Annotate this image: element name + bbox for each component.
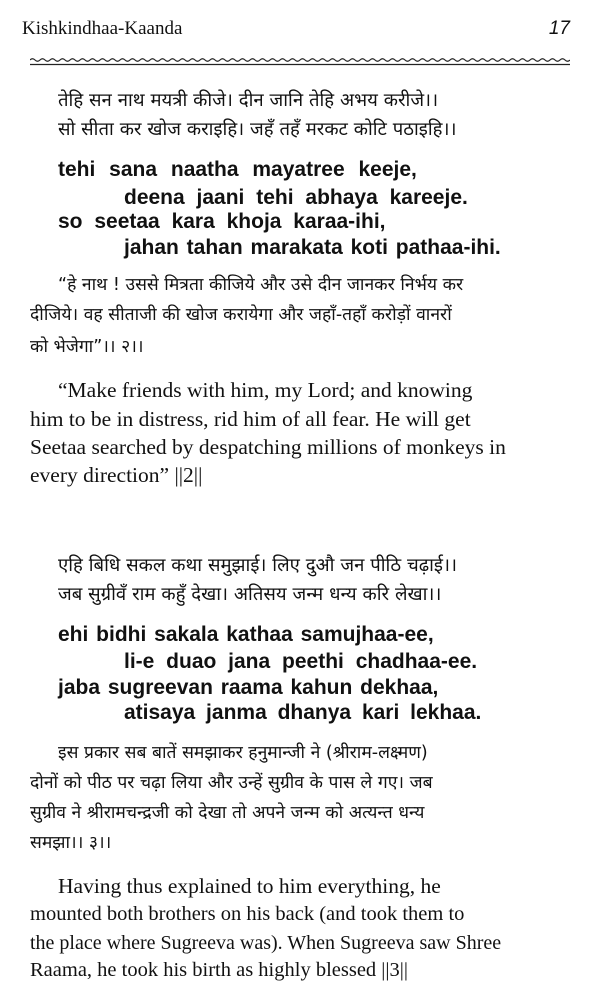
verse2-translit-line-3: so seetaa kara khoja karaa-ihi, <box>58 210 386 233</box>
verse3-translit-line-3: jaba sugreevan raama kahun dekhaa, <box>58 676 439 699</box>
verse3-english-line-2: mounted both brothers on his back (and took them to <box>30 903 465 925</box>
verse3-hindi-meaning-line-4: समझा।। ३।। <box>30 833 112 853</box>
verse3-hindi-line-1: एहि बिधि सकल कथा समुझाई। लिए दुऔ जन पीठि चढ़ाई।। <box>58 555 458 576</box>
verse2-hindi-meaning-line-2: दीजिये। वह सीताजी की खोज करायेगा और जहाँ-तहाँ करोड़ों वानरों <box>30 305 452 325</box>
verse2-hindi-line-1: तेहि सन नाथ मयत्री कीजे। दीन जानि तेहि अभय करीजे।। <box>58 90 439 111</box>
header-divider <box>30 57 570 66</box>
verse3-english-line-3: the place where Sugreeva was). When Sugreeva saw Shree <box>30 932 502 954</box>
verse2-translit-line-1: tehi sana naatha mayatree keeje, <box>58 158 417 181</box>
verse2-hindi-meaning-line-1: “हे नाथ ! उससे मित्रता कीजिये और उसे दीन जानकर निर्भय कर <box>58 275 464 295</box>
verse3-translit-line-1: ehi bidhi sakala kathaa samujhaa-ee, <box>58 623 434 646</box>
verse2-english-line-3: Seetaa searched by despatching millions of monkeys in <box>30 435 506 459</box>
verse3-translit-line-2: li-e duao jana peethi chadhaa-ee. <box>124 650 478 673</box>
verse3-english-line-4: Raama, he took his birth as highly blessed ||3|| <box>30 959 408 981</box>
verse3-translit-line-4: atisaya janma dhanya kari lekhaa. <box>124 701 482 724</box>
verse2-hindi-meaning-line-3: को भेजेगा”।। २।। <box>30 337 144 357</box>
verse2-translit-line-2: deena jaani tehi abhaya kareeje. <box>124 186 468 209</box>
page-number: 17 <box>548 18 570 39</box>
verse2-english-line-4: every direction” ||2|| <box>30 463 203 487</box>
verse2-translit-line-4: jahan tahan marakata koti pathaa-ihi. <box>124 236 501 259</box>
verse2-hindi-line-2: सो सीता कर खोज कराइहि। जहँ तहँ मरकट कोटि पठाइहि।। <box>58 119 457 140</box>
verse3-hindi-meaning-line-2: दोनों को पीठ पर चढ़ा लिया और उन्हें सुग्रीव के पास ले गए। जब <box>30 773 433 793</box>
verse3-hindi-meaning-line-3: सुग्रीव ने श्रीरामचन्द्रजी को देखा तो अपने जन्म को अत्यन्त धन्य <box>30 803 425 823</box>
verse2-english-line-1: “Make friends with him, my Lord; and knowing <box>58 378 473 402</box>
verse3-hindi-line-2: जब सुग्रीवँ राम कहुँ देखा। अतिसय जन्म धन्य करि लेखा।। <box>58 584 442 605</box>
running-header-title: Kishkindhaa-Kaanda <box>22 18 183 39</box>
verse3-hindi-meaning-line-1: इस प्रकार सब बातें समझाकर हनुमान्जी ने (श्रीराम-लक्ष्मण) <box>58 743 428 763</box>
verse2-english-line-2: him to be in distress, rid him of all fear. He will get <box>30 407 471 431</box>
verse3-english-line-1: Having thus explained to him everything, he <box>58 874 441 898</box>
